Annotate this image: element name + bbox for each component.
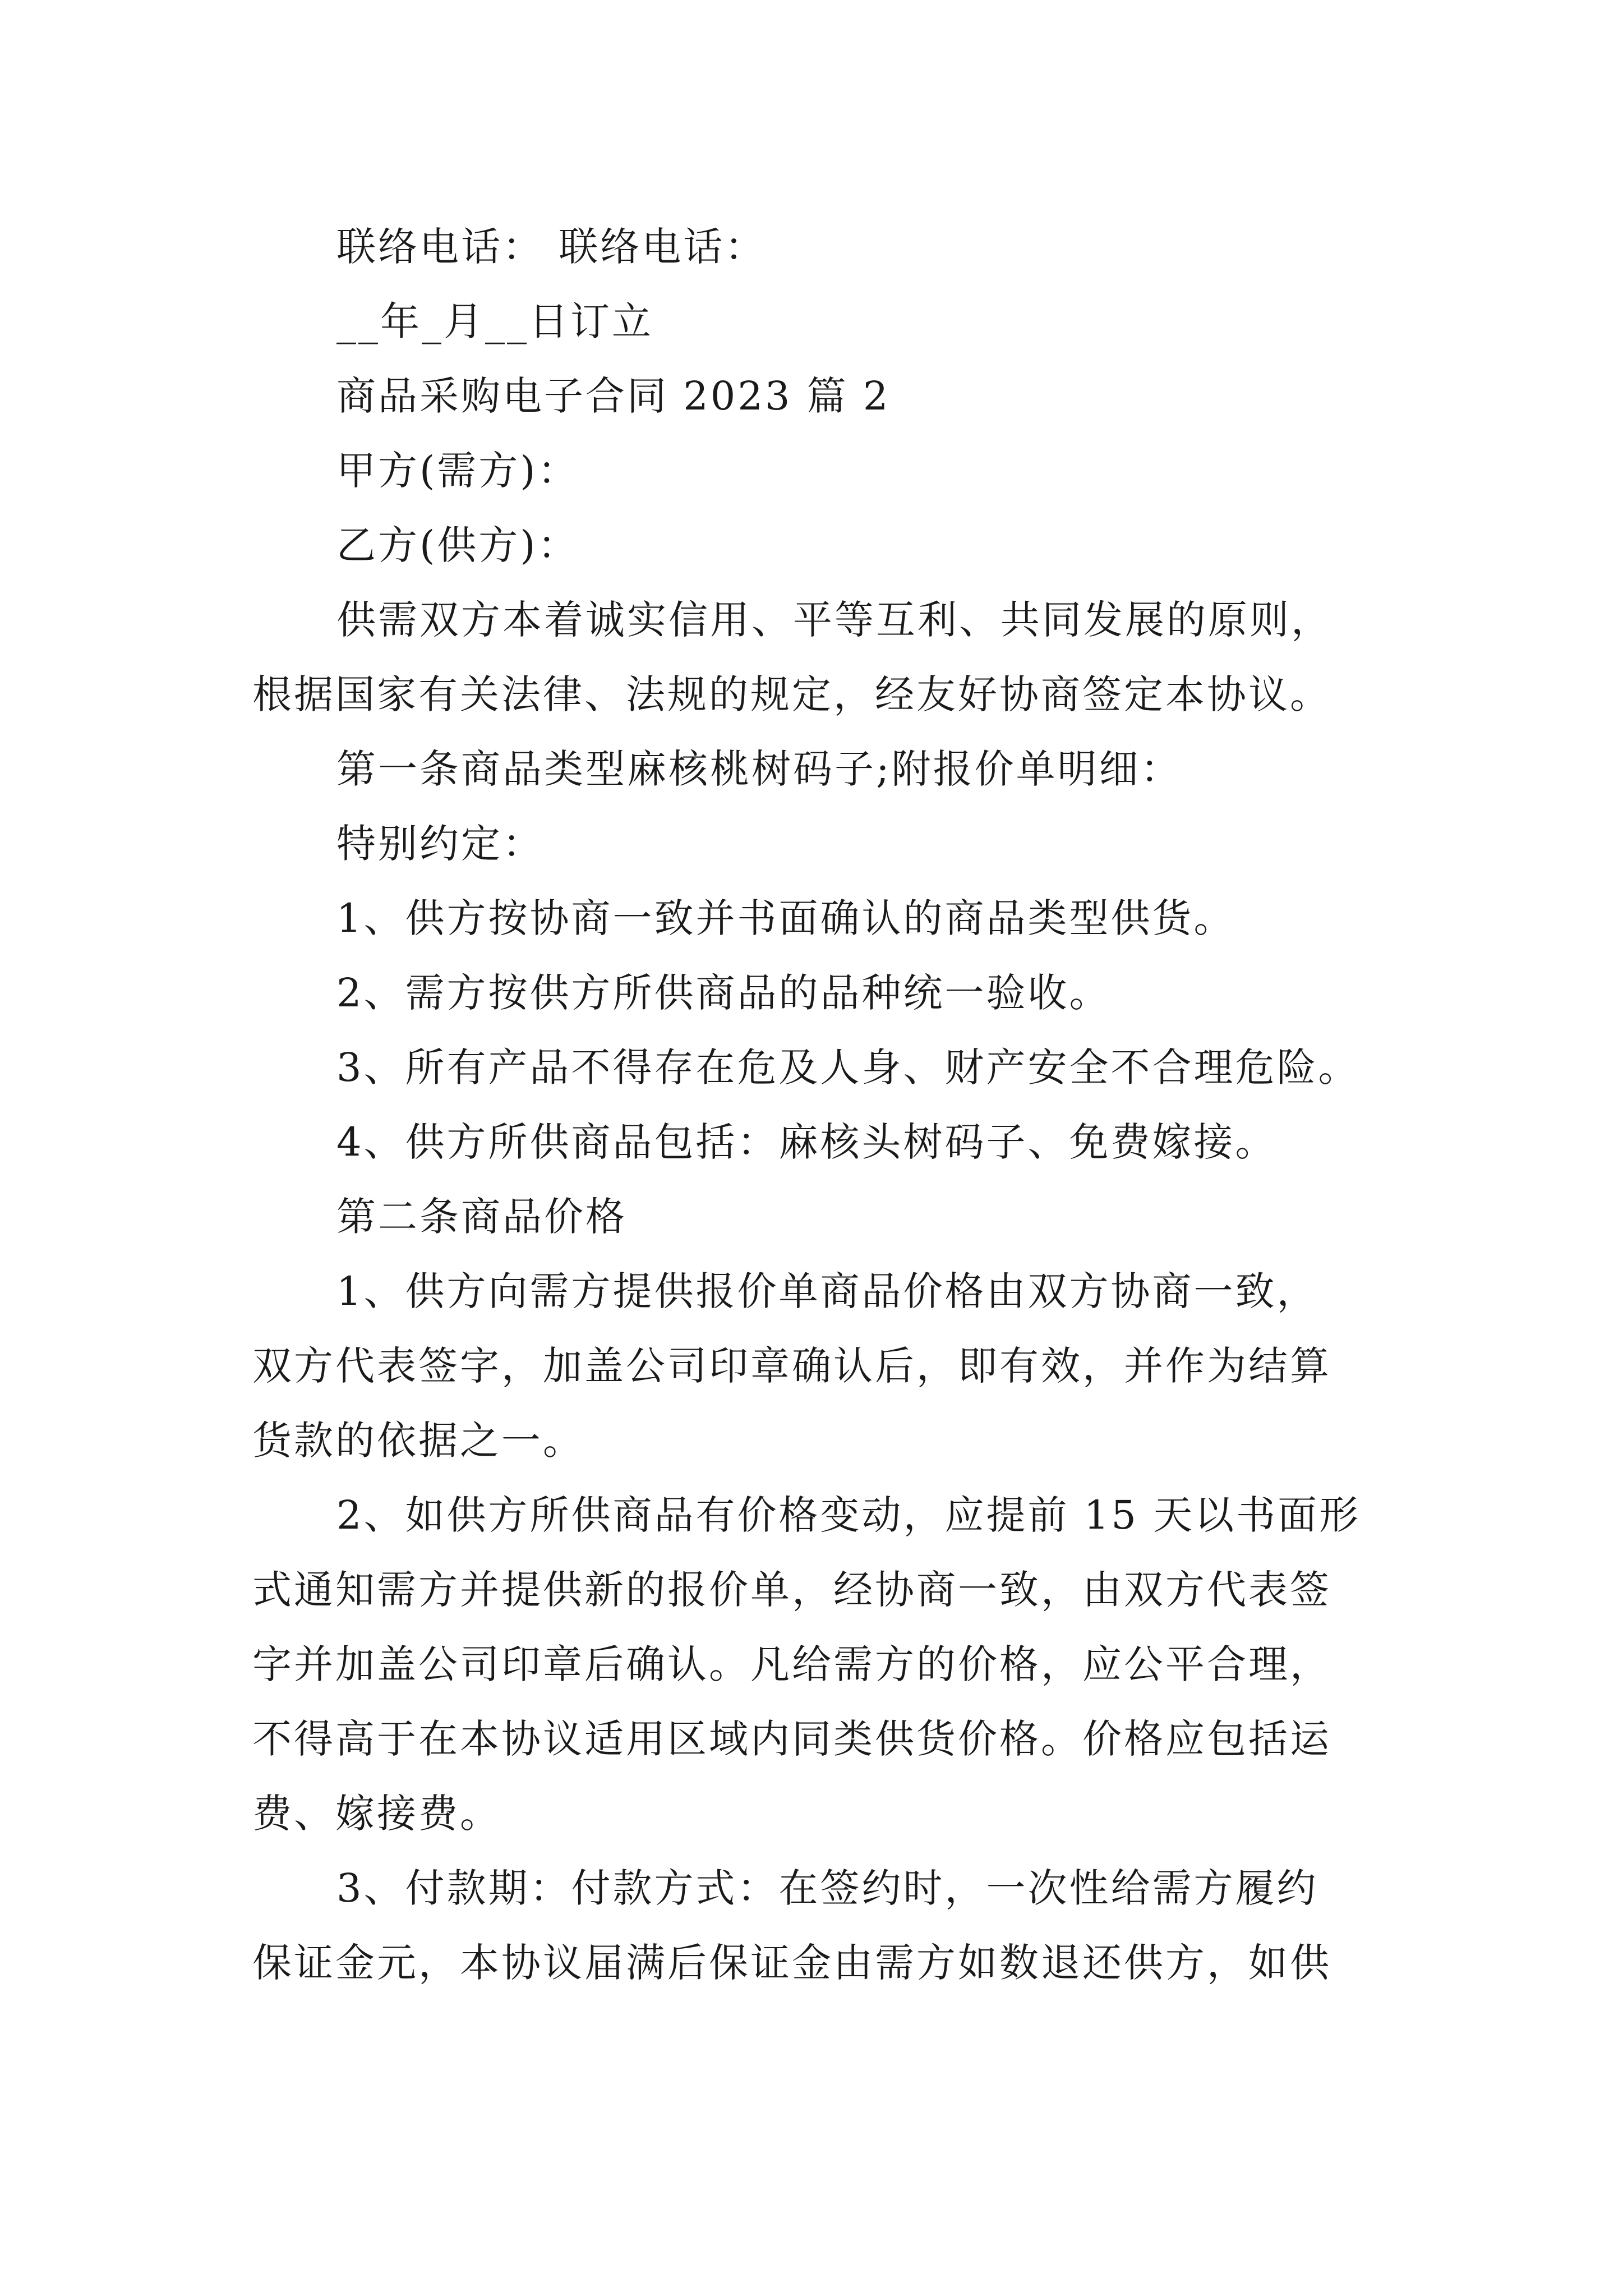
price-clause-1-line-3: 货款的依据之一。	[252, 1418, 584, 1464]
price-clause-2-line-2: 式通知需方并提供新的报价单，经协商一致，由双方代表签	[252, 1567, 1331, 1613]
section-title: 商品采购电子合同 2023 篇 2	[336, 373, 891, 419]
price-clause-1-line-1: 1、供方向需方提供报价单商品价格由双方协商一致，	[336, 1268, 1318, 1314]
price-clause-2-line-3: 字并加盖公司印章后确认。凡给需方的价格，应公平合理，	[252, 1641, 1331, 1687]
special-term-4: 4、供方所供商品包括：麻核头树码子、免费嫁接。	[336, 1119, 1277, 1165]
party-a-line: 甲方(需方)：	[336, 448, 579, 494]
special-term-3: 3、所有产品不得存在危及人身、财产安全不合理危险。	[336, 1045, 1360, 1091]
preamble-line-2: 根据国家有关法律、法规的规定，经友好协商签定本协议。	[252, 671, 1331, 717]
party-b-line: 乙方(供方)：	[336, 522, 579, 568]
contact-phone-line: 联络电话： 联络电话：	[336, 224, 767, 270]
special-term-1: 1、供方按协商一致并书面确认的商品类型供货。	[336, 895, 1235, 941]
article-2-heading: 第二条商品价格	[336, 1194, 627, 1240]
special-term-2: 2、需方按供方所供商品的品种统一验收。	[336, 970, 1111, 1016]
preamble-line-1: 供需双方本着诚实信用、平等互利、共同发展的原则，	[336, 597, 1332, 643]
price-clause-2-line-1: 2、如供方所供商品有价格变动，应提前 15 天以书面形	[336, 1492, 1361, 1538]
date-signed-line: __年_月__日订立	[336, 298, 653, 344]
special-terms-heading: 特别约定：	[336, 821, 544, 867]
price-clause-1-line-2: 双方代表签字，加盖公司印章确认后，即有效，并作为结算	[252, 1343, 1331, 1389]
price-clause-2-line-4: 不得高于在本协议适用区域内同类供货价格。价格应包括运	[252, 1716, 1331, 1762]
price-clause-2-line-5: 费、嫁接费。	[252, 1791, 501, 1837]
payment-clause-line-1: 3、付款期：付款方式：在签约时，一次性给需方履约	[336, 1865, 1318, 1911]
article-1-heading: 第一条商品类型麻核桃树码子;附报价单明细：	[336, 746, 1182, 792]
payment-clause-line-2: 保证金元，本协议届满后保证金由需方如数退还供方，如供	[252, 1940, 1331, 1986]
